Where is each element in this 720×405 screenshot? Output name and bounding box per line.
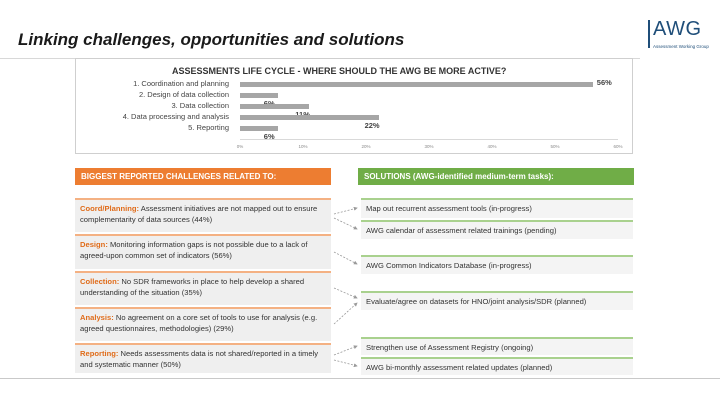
x-tick-label: 10% — [298, 144, 308, 149]
x-tick-label: 0% — [236, 144, 244, 149]
arrow-connector — [334, 252, 357, 264]
solution-item: Strengthen use of Assessment Registry (ongoing) — [361, 337, 633, 355]
category-label: 3. Data collection — [171, 101, 229, 110]
challenge-text: No SDR frameworks in place to help develop a shared understanding of the situation (35%) — [80, 277, 305, 297]
challenge-item — [75, 307, 331, 341]
x-tick-label: 20% — [361, 144, 371, 149]
bottom-divider — [0, 378, 720, 379]
solution-item: AWG Common Indicators Database (in-progress) — [361, 255, 633, 274]
logo-bar — [648, 20, 650, 48]
bar-value-label: 6% — [263, 132, 275, 141]
challenge-keyword: Collection: — [80, 277, 120, 286]
bar — [240, 104, 309, 109]
challenge-keyword: Reporting: — [80, 349, 119, 358]
arrow-connector — [334, 360, 357, 366]
solution-item: AWG calendar of assessment related trainings (pending) — [361, 220, 633, 239]
bar — [240, 82, 593, 87]
chart-axis — [240, 139, 618, 140]
challenge-text: Needs assessments data is not shared/reported in a timely and systematic manner (50%) — [80, 349, 319, 369]
arrow-connector — [334, 303, 357, 324]
challenge-keyword: Analysis: — [80, 313, 114, 322]
logo-text: AWG — [653, 18, 702, 40]
solution-item: Evaluate/agree on datasets for HNO/joint analysis/SDR (planned) — [361, 291, 633, 310]
lifecycle-bar-chart — [75, 58, 633, 154]
x-tick-label: 40% — [487, 144, 497, 149]
challenge-keyword: Coord/Planning: — [80, 204, 140, 213]
bar-value-label: 22% — [364, 121, 380, 130]
slide-title: Linking challenges, opportunities and solutions — [18, 30, 405, 49]
solutions-header: SOLUTIONS (AWG-identified medium-term tasks): — [358, 168, 634, 185]
category-label: 1. Coordination and planning — [133, 79, 229, 88]
challenge-item — [75, 343, 331, 373]
challenge-text: Monitoring information gaps is not possible due to a lack of agreed-upon common set of indicators (56%) — [80, 240, 308, 260]
challenge-text: No agreement on a core set of tools to use for analysis (e.g. agreed questionnaires, methodologies) (29%) — [80, 313, 318, 333]
chart-title: ASSESSMENTS LIFE CYCLE - WHERE SHOULD THE AWG BE MORE ACTIVE? — [172, 66, 507, 76]
arrow-connector — [334, 288, 357, 298]
logo-subtext: Assessment Working Group — [653, 44, 709, 49]
bar — [240, 115, 379, 120]
x-tick-label: 30% — [424, 144, 434, 149]
challenge-item — [75, 271, 331, 305]
bar — [240, 126, 278, 131]
solution-item: Map out recurrent assessment tools (in-progress) — [361, 198, 633, 218]
solution-item: AWG bi-monthly assessment related updates (planned) — [361, 357, 633, 375]
challenges-header: BIGGEST REPORTED CHALLENGES RELATED TO: — [75, 168, 331, 185]
category-label: 4. Data processing and analysis — [122, 112, 229, 121]
x-tick-label: 50% — [550, 144, 560, 149]
category-label: 5. Reporting — [188, 123, 229, 132]
arrow-connector — [334, 218, 357, 229]
arrow-connector — [334, 208, 357, 214]
challenge-item — [75, 234, 331, 269]
challenge-item — [75, 198, 331, 232]
bar-value-label: 56% — [596, 78, 612, 87]
bar — [240, 93, 278, 98]
challenge-text: Assessment initiatives are not mapped out to ensure complementarity of data sources (44%) — [80, 204, 318, 224]
arrow-connector — [334, 346, 357, 355]
challenge-keyword: Design: — [80, 240, 108, 249]
category-label: 2. Design of data collection — [138, 90, 229, 99]
x-tick-label: 60% — [613, 144, 623, 149]
